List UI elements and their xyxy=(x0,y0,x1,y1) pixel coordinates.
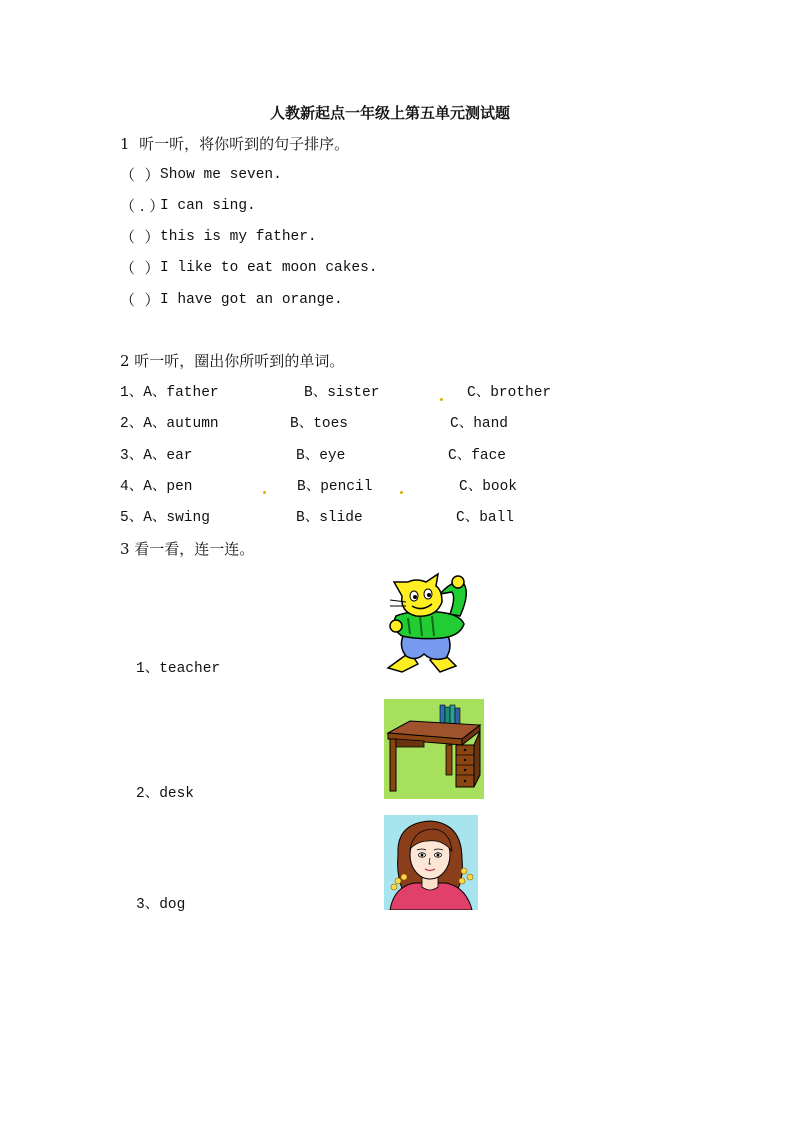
s1-item-4-text: I like to eat moon cakes. xyxy=(160,260,378,276)
s2-row-1-a: 1、A、father xyxy=(120,385,219,401)
stray-mark xyxy=(440,398,443,401)
s1-item-3-text: this is my father. xyxy=(160,229,317,245)
s1-item-2-text: I can sing. xyxy=(160,198,256,214)
s2-row-5-c: C、ball xyxy=(456,510,515,526)
s1-item-4-bracket: （ ） xyxy=(120,259,160,277)
s1-item-1-bracket: （ ） xyxy=(120,166,160,184)
s2-row-4-a: 4、A、pen xyxy=(120,479,193,495)
stray-mark xyxy=(263,491,266,494)
s3-item-1: 1、teacher xyxy=(136,661,221,677)
s2-row-5-b: B、slide xyxy=(296,510,363,526)
s2-row-2-b: B、toes xyxy=(290,416,349,432)
stray-mark xyxy=(400,491,403,494)
s1-item-5-text: I have got an orange. xyxy=(160,292,343,308)
s3-item-3: 3、dog xyxy=(136,897,186,913)
s2-row-2-c: C、hand xyxy=(450,416,509,432)
s2-row-2-a: 2、A、autumn xyxy=(120,416,219,432)
s2-row-1-b: B、sister xyxy=(304,385,380,401)
s2-row-4-b: B、pencil xyxy=(297,479,373,495)
s2-row-3-c: C、face xyxy=(448,448,507,464)
woman-portrait xyxy=(384,815,478,910)
s2-row-3-a: 3、A、ear xyxy=(120,448,193,464)
desk-picture xyxy=(384,699,484,799)
s2-row-5-a: 5、A、swing xyxy=(120,510,210,526)
section3-heading: 3 看一看，连一连。 xyxy=(120,540,255,558)
s1-item-2-bracket: （ . ） xyxy=(120,197,165,215)
s2-row-4-c: C、book xyxy=(459,479,518,495)
section2-heading: 2 听一听，圈出你所听到的单词。 xyxy=(120,352,345,370)
s1-item-5-bracket: （ ） xyxy=(120,291,160,309)
cat-picture xyxy=(380,572,470,676)
s1-item-1-text: Show me seven. xyxy=(160,167,282,183)
section1-heading: 1 听一听，将你听到的句子排序。 xyxy=(120,135,350,153)
s3-item-2: 2、desk xyxy=(136,786,195,802)
s2-row-3-b: B、eye xyxy=(296,448,346,464)
page-title: 人教新起点一年级上第五单元测试题 xyxy=(270,104,511,122)
s1-item-3-bracket: （ ） xyxy=(120,228,160,246)
s2-row-1-c: C、brother xyxy=(467,385,552,401)
